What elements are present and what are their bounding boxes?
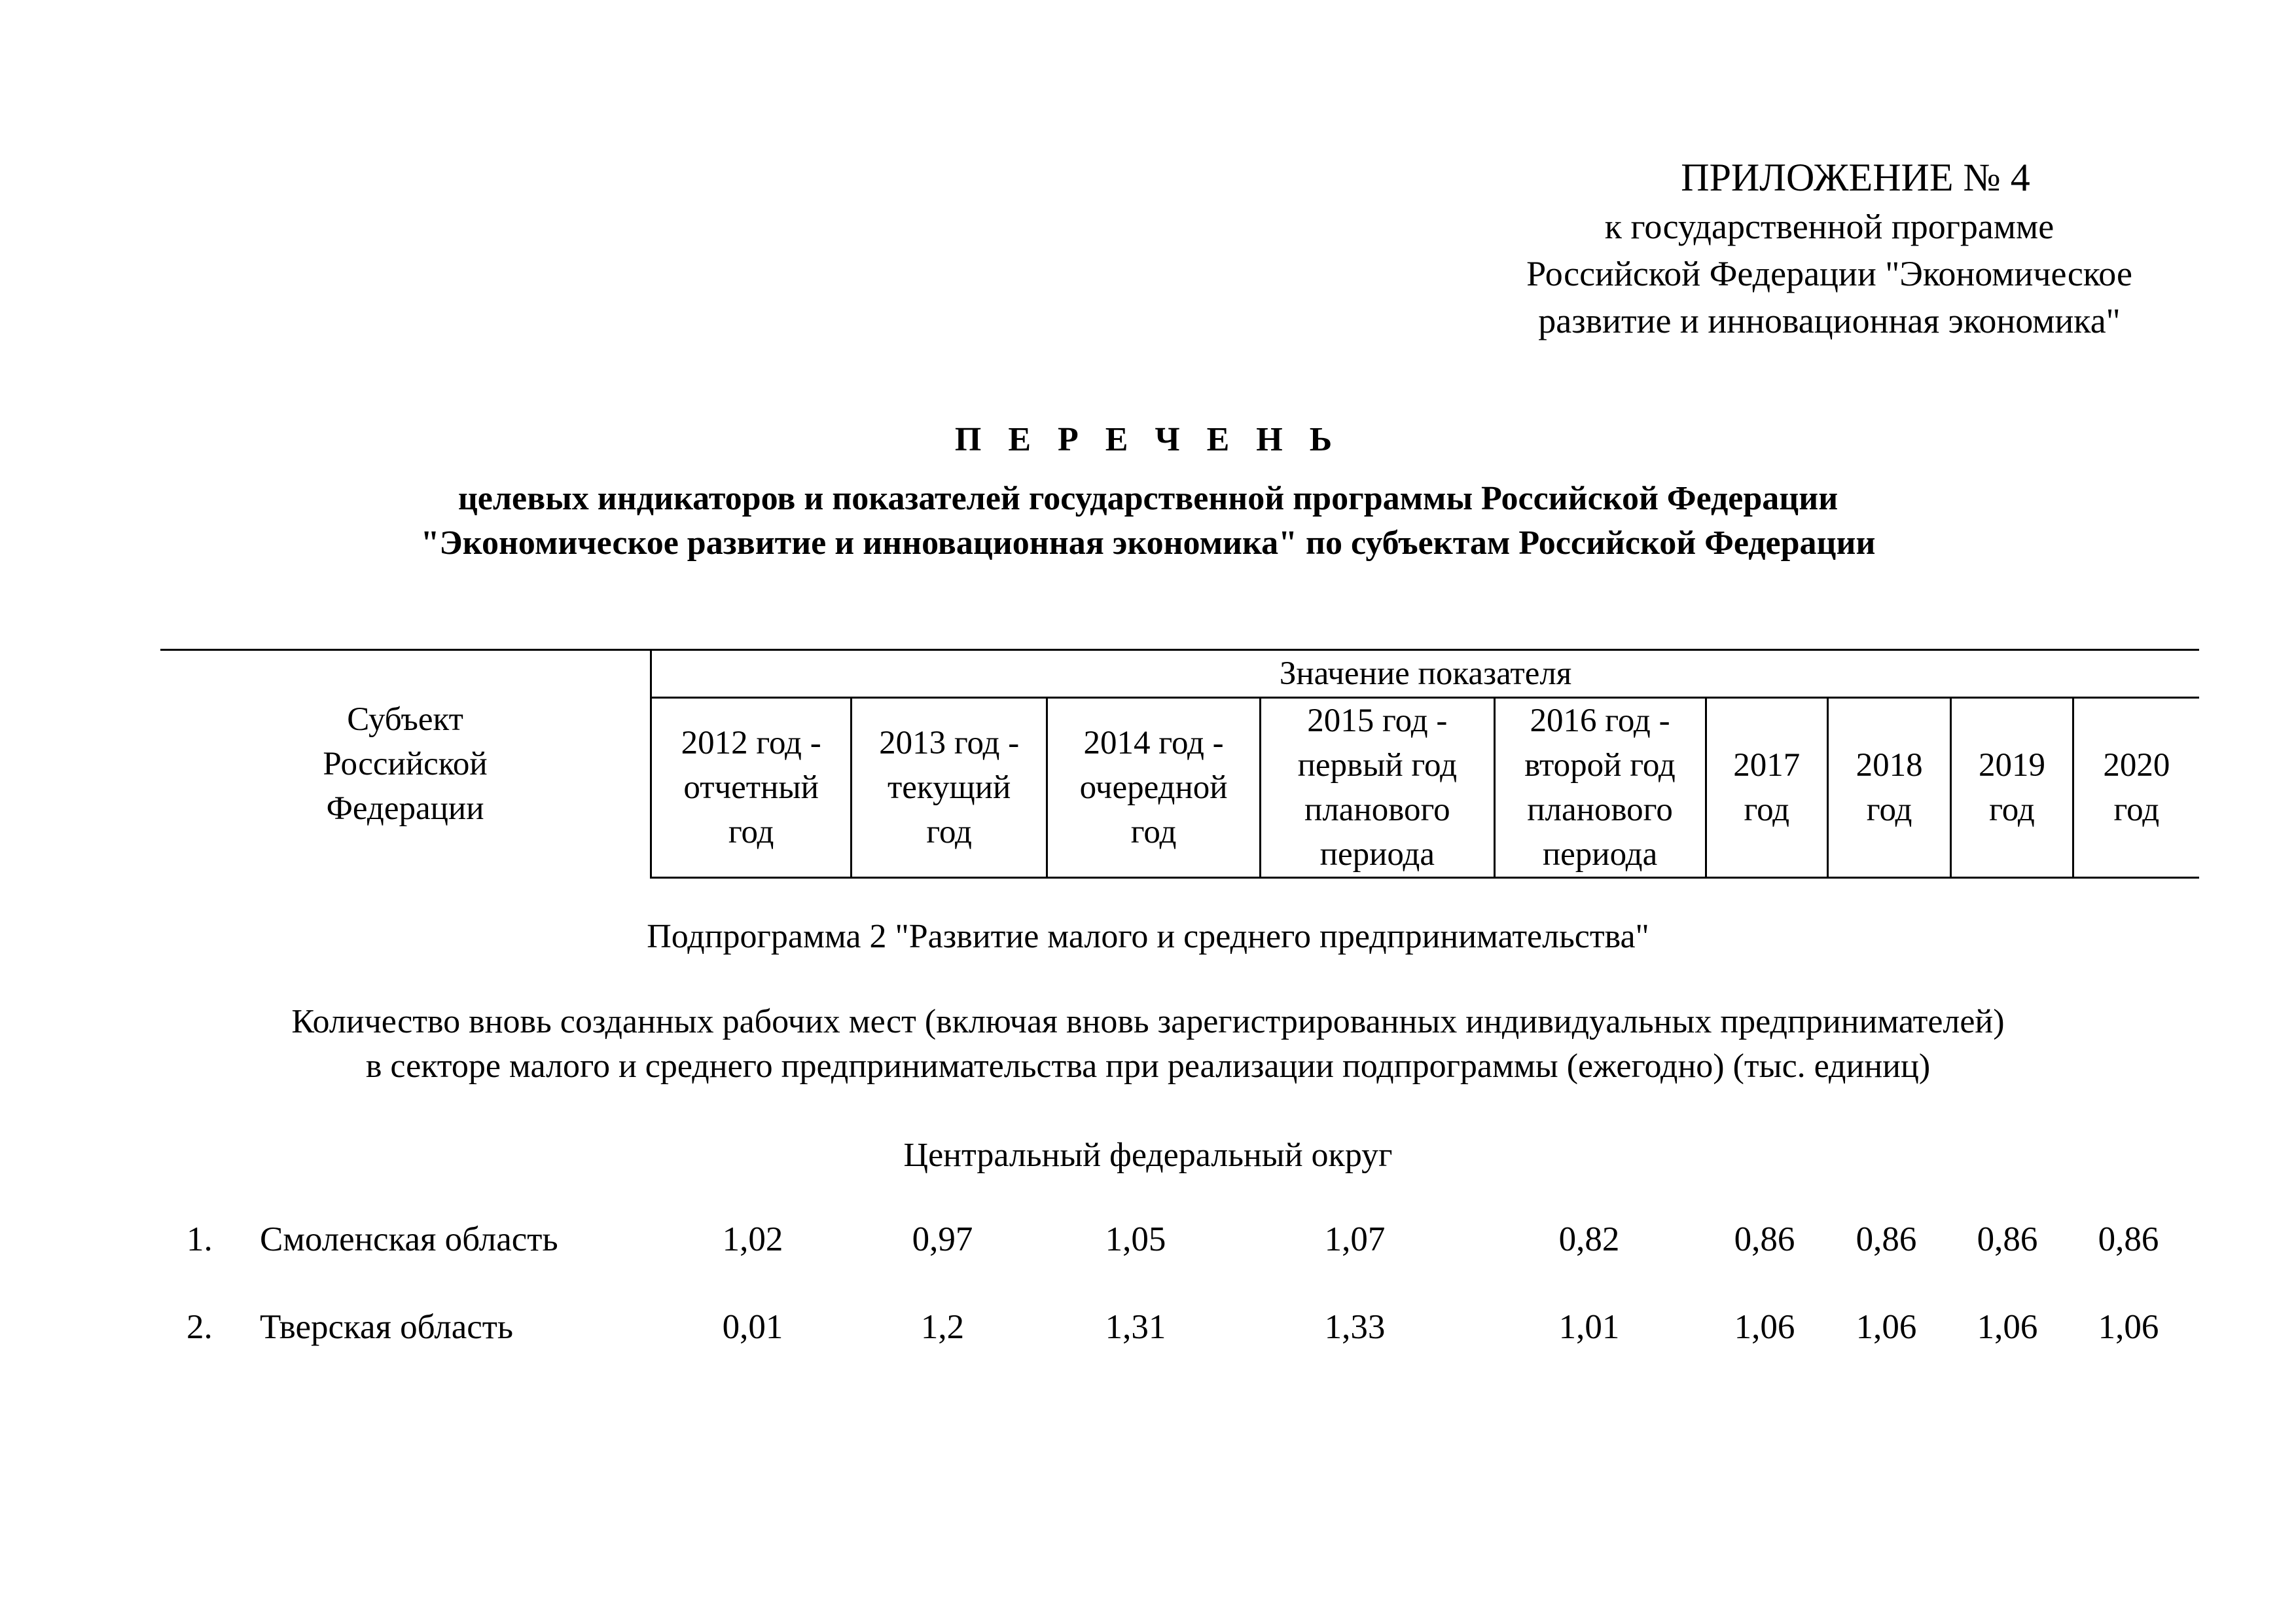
document-subtitle (0, 477, 2296, 566)
year-header-line: год (1130, 814, 1177, 850)
value-cell: 0,82 (1558, 1220, 1620, 1258)
year-header-line: отчетный (683, 769, 819, 806)
year-header-line: год (2113, 792, 2160, 828)
value-cell: 1,31 (1105, 1308, 1166, 1346)
subprogram-heading: Подпрограмма 2 "Развитие малого и среднего предпринимательства" (647, 918, 1649, 955)
year-header-line: 2018 (1856, 747, 1923, 784)
subject-header-line: Субъект (347, 701, 463, 739)
region-name: Тверская область (260, 1308, 514, 1346)
value-cell: 1,06 (1977, 1308, 2038, 1346)
year-column-header (2073, 698, 2199, 878)
year-header-line: год (1744, 792, 1790, 828)
year-column-header (1951, 698, 2073, 878)
year-header-line: 2017 (1733, 747, 1801, 784)
year-header-line: текущий (887, 769, 1011, 806)
federal-district-heading: Центральный федеральный округ (903, 1137, 1393, 1174)
year-header-line: 2014 год - (1083, 725, 1224, 761)
subject-header-line: Федерации (326, 790, 484, 828)
year-header-line: 2019 (1978, 747, 2045, 784)
annex-block (1401, 152, 2258, 344)
table-row (0, 1220, 2296, 1266)
year-header-line: 2016 год - (1530, 702, 1670, 739)
value-cell: 1,06 (2098, 1308, 2159, 1346)
year-column-header (852, 698, 1047, 878)
value-cell: 0,97 (912, 1220, 973, 1258)
year-header-line: очередной (1079, 769, 1228, 806)
year-column-header (1261, 698, 1494, 878)
document-title: П Е Р Е Ч Е Н Ь (954, 421, 1342, 458)
document-subtitle-line-1: целевых индикаторов и показателей государственной программы Российской Федерации (457, 480, 1839, 517)
row-number: 2. (187, 1308, 213, 1346)
year-header-line: год (1989, 792, 2035, 828)
value-cell: 0,86 (1856, 1220, 1917, 1258)
year-column-header (651, 698, 852, 878)
value-cell: 0,86 (2098, 1220, 2159, 1258)
year-header-line: периода (1542, 836, 1658, 873)
year-column-header (1827, 698, 1950, 878)
year-header-line: первый год (1297, 747, 1458, 784)
year-header-line: 2015 год - (1307, 702, 1448, 739)
indicator-description (0, 1000, 2296, 1089)
value-cell: 1,01 (1558, 1308, 1620, 1346)
annex-heading: ПРИЛОЖЕНИЕ № 4 (1681, 156, 2030, 199)
annex-line-1: к государственной программе (1604, 207, 2054, 246)
year-header-line: планового (1304, 792, 1450, 828)
year-header-line: второй год (1524, 747, 1676, 784)
year-header-line: периода (1319, 836, 1435, 873)
indicator-description-line-1: Количество вновь созданных рабочих мест (включая вновь зарегистрированных индивидуальных предпринимателей) (291, 1003, 2005, 1040)
value-cell: 1,06 (1856, 1308, 1917, 1346)
value-cell: 1,2 (920, 1308, 965, 1346)
year-header-line: планового (1527, 792, 1673, 828)
value-cell: 1,05 (1105, 1220, 1166, 1258)
year-header-line: год (926, 814, 972, 850)
subject-header-line: Российской (323, 746, 488, 783)
subject-column-header (160, 650, 651, 878)
indicator-value-group-header: Значение показателя (651, 650, 2199, 698)
value-cell: 1,33 (1324, 1308, 1386, 1346)
value-cell: 0,86 (1734, 1220, 1795, 1258)
table-row (0, 1307, 2296, 1353)
indicator-table-header (160, 649, 2199, 879)
value-cell: 0,86 (1977, 1220, 2038, 1258)
document-subtitle-line-2: "Экономическое развитие и инновационная экономика" по субъектам Российской Федерации (420, 524, 1876, 562)
annex-line-3: развитие и инновационная экономика" (1538, 301, 2121, 340)
value-cell: 1,02 (722, 1220, 783, 1258)
value-cell: 1,07 (1324, 1220, 1386, 1258)
year-header-line: год (728, 814, 774, 850)
year-header-line: 2013 год - (879, 725, 1020, 761)
year-column-header (1706, 698, 1827, 878)
row-number: 1. (187, 1220, 213, 1258)
year-header-line: 2012 год - (681, 725, 821, 761)
region-name: Смоленская область (260, 1220, 558, 1258)
value-cell: 1,06 (1734, 1308, 1795, 1346)
indicator-description-line-2: в секторе малого и среднего предпринимательства при реализации подпрограммы (ежегодно) (тыс. единиц) (365, 1048, 1931, 1085)
annex-line-2: Российской Федерации "Экономическое (1526, 254, 2132, 293)
year-column-header (1494, 698, 1706, 878)
year-column-header (1047, 698, 1261, 878)
year-header-line: год (1866, 792, 1912, 828)
year-header-line: 2020 (2103, 747, 2170, 784)
value-cell: 0,01 (722, 1308, 783, 1346)
